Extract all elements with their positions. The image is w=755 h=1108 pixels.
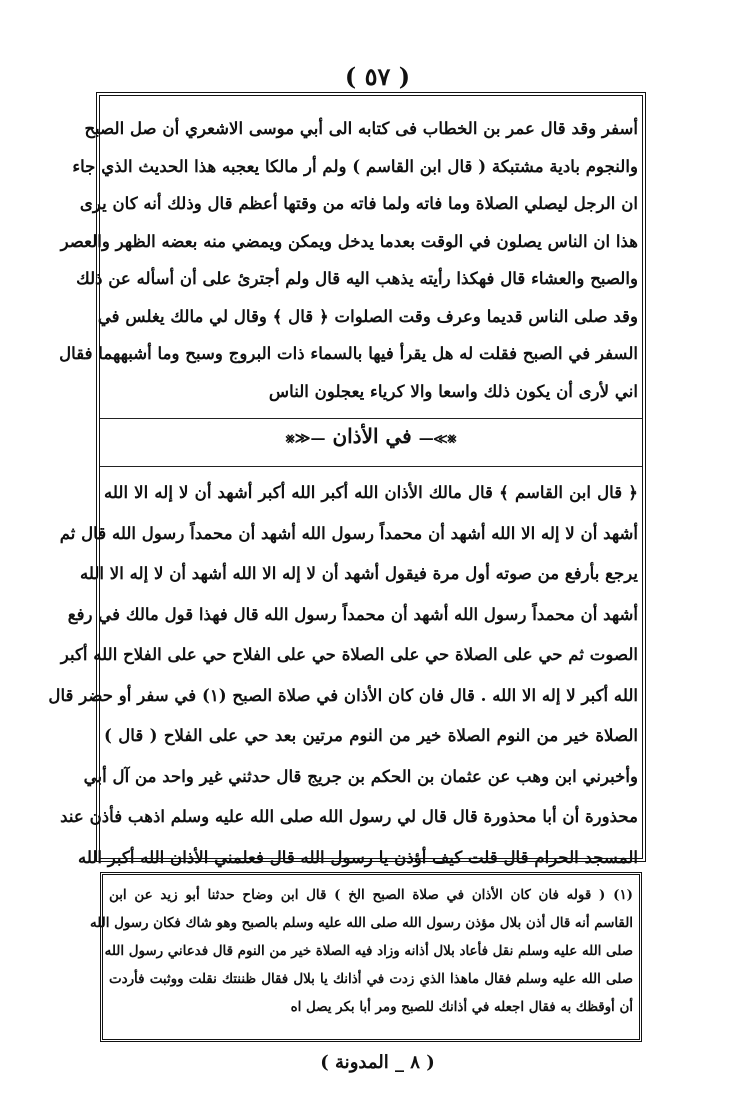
- adhan-text: [48, 472, 638, 877]
- volume-caption: ( ٨ _ المدونة ): [320, 1052, 435, 1073]
- section-title: في الأذان: [332, 424, 412, 448]
- text-line: ﴿ قال ابن القاسم ﴾ قال مالك الأذان الله أكبر الله أكبر أشهد أن لا إله الا الله: [104, 482, 638, 502]
- footnote-line: (١) ( قوله فان كان الأذان في صلاة الصبح الخ ) قال ابن وضاح حدثنا أبو زيد عن ابن: [109, 887, 633, 903]
- ornament-icon: ⨳≫—: [418, 429, 457, 447]
- text-line: ان الرجل ليصلي الصلاة وما فاته ولما فاته من وقتها أعظم قال وذلك أنه كان يرى: [79, 193, 638, 213]
- footnote-line: القاسم أنه قال أذن بلال مؤذن رسول الله صلى الله عليه وسلم بالصبح وهو شاك فكان رسول الله: [90, 915, 633, 931]
- footnotes-box: [90, 872, 642, 1042]
- text-line: الله أكبر لا إله الا الله . قال فان كان الأذان في صلاة الصبح (١) في سفر أو حضر قال: [48, 684, 638, 705]
- footnote-line: صلى الله عليه وسلم فقال ماهذا الذي زدت في أذانك يا بلال فقال ظننتك نقلت ووثبت فأردت: [109, 971, 633, 987]
- main-text: [59, 110, 638, 410]
- text-line: السفر في الصبح فقلت له هل يقرأ فيها بالسماء ذات البروج وسبح وما أشبههما فقال: [59, 343, 638, 363]
- text-line: والنجوم بادية مشتبكة ( قال ابن القاسم ) ولم أر مالكا يعجبه هذا الحديث الذي جاء: [72, 155, 638, 176]
- section-heading: [100, 424, 642, 448]
- footnote-line: أن أوقظك به فقال اجعله في أذانك للصبح ومر أبا بكر يصل اه: [290, 999, 633, 1015]
- text-line: يرجع بأرفع من صوته أول مرة فيقول أشهد أن لا إله الا الله أشهد أن لا إله الا الله: [79, 563, 638, 583]
- text-line: هذا ان الناس يصلون في الوقت بعدما يدخل ويمكن ويمضي منه بعضه الظهر والعصر: [60, 230, 638, 251]
- text-line: أشهد أن لا إله الا الله أشهد أن محمداً رسول الله أشهد أن محمداً رسول الله قال ثم: [59, 522, 638, 543]
- text-line: محذورة أن أبا محذورة قال قال لي رسول الله صلى الله عليه وسلم اذهب فأذن عند: [60, 806, 638, 826]
- text-line: اني لأرى أن يكون ذلك واسعا والا كرياء يعجلون الناس: [268, 380, 638, 401]
- text-line: المسجد الحرام قال قلت كيف أؤذن يا رسول الله قال فعلمني الأذان الله أكبر الله: [77, 846, 638, 867]
- page-number: ( ٥٧ ): [344, 62, 411, 91]
- text-line: الصوت ثم حي على الصلاة حي على الصلاة حي على الفلاح حي على الفلاح الله أكبر: [60, 644, 638, 664]
- text-line: وقد صلى الناس قديما وعرف وقت الصلوات ﴿ قال ﴾ وقال لي مالك يغلس في: [97, 305, 638, 326]
- footnote-line: صلى الله عليه وسلم نقل فأعاد بلال أذانه وزاد فيه الصلاة خير من النوم قال فدعاني رسول الله: [104, 943, 633, 959]
- text-line: أسفر وقد قال عمر بن الخطاب فى كتابه الى أبي موسى الاشعري أن صل الصبح: [84, 118, 638, 138]
- text-line: أشهد أن محمداً رسول الله أشهد أن محمداً رسول الله قال فهذا قول مالك في رفع: [67, 603, 638, 624]
- ornament-icon: —≪⨳: [285, 429, 326, 447]
- section-divider-top: [100, 418, 642, 419]
- text-line: الصلاة خير من النوم الصلاة خير من النوم مرتين بعد حي على الفلاح ( قال ): [104, 725, 638, 745]
- text-line: وأخبرني ابن وهب عن عثمان بن الحكم بن جريج قال حدثني غير واحد من آل أبي: [83, 765, 638, 786]
- text-line: والصبح والعشاء قال فهكذا رأيته يذهب اليه قال ولم أجترئ على أن أسأله عن ذلك: [76, 268, 638, 288]
- section-divider-bottom: [100, 466, 642, 467]
